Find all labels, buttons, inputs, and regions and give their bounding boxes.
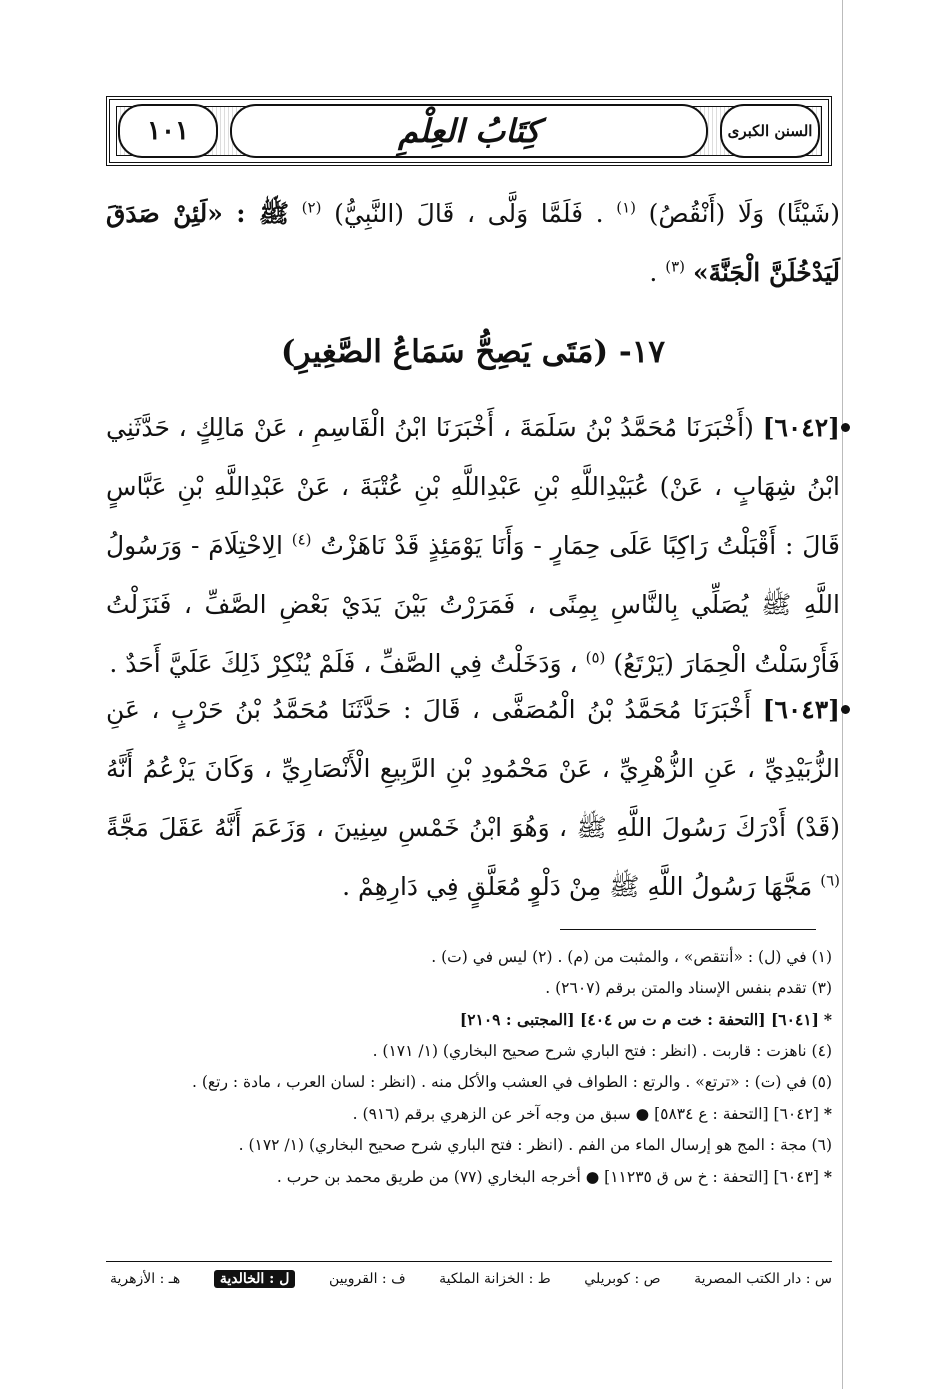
hadith-text: أَخْبَرَنَا مُحَمَّدُ بْنُ الْمُصَفَّى ، قَالَ : حَدَّثَنَا مُحَمَّدُ بْنُ حَرْبٍ ، عَنِ الزُّبَيْدِيِّ ، عَنِ الزُّهْرِيِّ ، عَنْ مَحْمُودِ بْنِ الرَّبِيعِ الْأَنْصَارِيِّ ، وَكَانَ يَزْعُمُ أَنَّهُ (قَدْ) أَدْرَكَ رَسُولَ اللَّهِ ﷺ ، وَهُوَ ابْنُ خَمْسِ سِنِينَ ، وَزَعَمَ أَنَّهُ عَقَلَ مَجَّةً [106,695,840,842]
source-item: ص : كوبريلي [584,1271,661,1287]
intro-text-4: . [649,258,658,287]
footnote-ref[interactable]: (٤) [291,530,312,549]
source-item: س : دار الكتب المصرية [694,1271,832,1287]
hadith-6043 [106,680,840,916]
bullet-icon [841,705,850,714]
chapter-heading: ١٧- (مَتَى يَصِحُّ سَمَاعُ الصَّغِيرِ) [280,334,666,370]
intro-text-3: ﷺ : «لَئِنْ صَدَقَ لَيَدْخُلَنَّ الْجَنَّةَ» [106,199,840,287]
hadith-text: (أَخْبَرَنَا مُحَمَّدُ بْنُ سَلَمَةَ ، أَخْبَرَنَا ابْنُ الْقَاسِمِ ، عَنْ مَالِكٍ ، حَدَّثَنِي ابْنُ شِهَابٍ ، عَنْ) عُبَيْدِاللَّهِ بْنِ عَبْدِاللَّهِ بْنِ عُتْبَةَ ، عَنْ عَبْدِاللَّهِ بْنِ عَبَّاسٍ قَالَ : أَقْبَلْتُ رَاكِبًا عَلَى حِمَارٍ - وَأَنَا يَوْمَئِذٍ قَدْ نَاهَزْتُ [106,413,840,560]
star-icon: * [823,1010,832,1029]
footnotes [106,942,832,1193]
footnote-line: (٥) في (ت) : «ترتع» . والرتع : الطواف في العشب والأكل منه . (انظر : لسان العرب ، مادة : رتع) . [192,1073,832,1091]
page-edge-rule [842,0,843,1389]
source-item: ف : القرويين [328,1271,406,1287]
book-title: كِتَابُ العِلْمِ [230,104,708,158]
footnote-line: (٤) ناهزت : قاربت . (انظر : فتح الباري شرح صحيح البخاري) (١/ ١٧١) . [372,1042,832,1060]
intro-text-1: (شَيْئًا) وَلَا (أَنْقُصُ) [648,199,840,228]
footnote-ref[interactable]: (٦) [820,871,840,890]
source-item: ط : الخزانة الملكية [439,1271,551,1287]
footnote-line: (٣) تقدم بنفس الإسناد والمتن برقم (٢٦٠٧) . [545,979,832,997]
hadith-text: مَجَّهَا رَسُولُ اللَّهِ ﷺ مِنْ دَلْوٍ مُعَلَّقٍ فِي دَارِهِمْ . [342,872,813,901]
page-header [106,96,832,166]
source-item: هـ : الأزهرية [110,1271,181,1287]
hadith-number: [٦٠٤٣] [762,695,840,724]
bullet-icon [841,423,850,432]
footnote-ref[interactable]: (٢) [301,198,322,217]
footnote-takhrij: [٦٠٤٣] [التحفة : خ س ق ١١٢٣٥] ● أخرجه البخاري (٧٧) من طريق محمد بن حرب . [276,1168,819,1186]
hadith-6042 [106,398,840,693]
footnote-line: (٦) مجة : المج هو إرسال الماء من الفم . (انظر : فتح الباري شرح صحيح البخاري) (١/ ١٧٢) . [238,1136,832,1154]
footnote-ref[interactable]: (١) [616,198,637,217]
bottom-separator [106,1261,832,1262]
footnote-ref[interactable]: (٥) [585,648,606,667]
intro-paragraph [106,184,840,302]
footnote-line: (١) في (ل) : «أنتقص» ، والمثبت من (م) . (٢) ليس في (ت) . [431,948,832,966]
star-icon: * [823,1167,832,1186]
intro-text-2: . فَلَمَّا وَلَّى ، قَالَ (النَّبِيُّ) [334,199,604,228]
hadith-text: الِاحْتِلَامَ - وَرَسُولُ اللَّهِ ﷺ يُصَلِّي بِالنَّاسِ بِمِنًى ، فَمَرَرْتُ بَيْنَ يَدَيْ بَعْضِ الصَّفِّ ، فَنَزَلْتُ فَأَرْسَلْتُ الْحِمَارَ (يَرْتَعُ) [106,531,840,678]
book-emblem: السنن الكبرى [720,104,820,158]
footnote-ref[interactable]: (٣) [665,257,686,276]
manuscript-key [110,1266,832,1292]
footnote-takhrij: [٦٠٤١] [التحفة : خت م ت س ٤٠٤] [المجتبى : ٢١٠٩] [459,1010,819,1029]
hadith-number: [٦٠٤٢] [762,413,840,442]
footnote-line [106,1161,832,1193]
page-number: ١٠١ [118,104,218,158]
source-item-highlighted: ل : الخالدية [214,1270,296,1288]
hadith-text: ، وَدَخَلْتُ فِي الصَّفِّ ، فَلَمْ يُنْكِرْ ذَلِكَ عَلَيَّ أَحَدٌ . [109,649,578,678]
footnote-takhrij: [٦٠٤٢] [التحفة : ع ٥٨٣٤] ● سبق من وجه آخر عن الزهري برقم (٩١٦) . [352,1105,819,1123]
footnote-separator [560,929,816,930]
footnote-line [106,1004,832,1036]
footnote-line [106,1098,832,1130]
star-icon: * [823,1104,832,1123]
